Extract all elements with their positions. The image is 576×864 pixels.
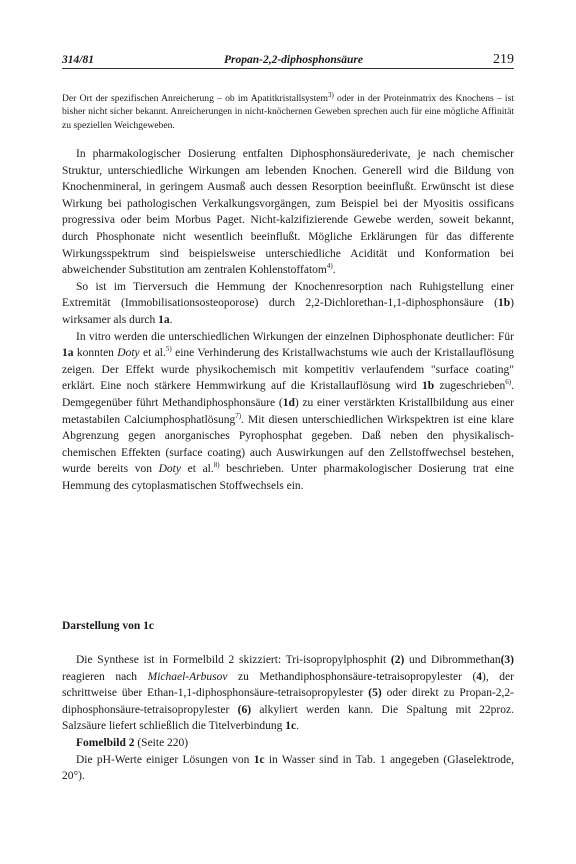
footnote-ref: 7)	[235, 411, 242, 420]
journal-issue: 314/81	[62, 54, 94, 66]
footnote-ref: 4)	[326, 262, 333, 271]
footnote-ref: 6)	[505, 378, 512, 387]
running-title: Propan-2,2-diphosphonsäure	[223, 54, 363, 66]
text-run: zugeschrieben	[434, 380, 506, 393]
paragraph	[62, 329, 514, 495]
compound-ref: 1c	[285, 720, 297, 733]
paragraph: In pharmakologischer Dosierung entfalten Diphosphonsäurederivate, je nach chemischer Struktur, unterschiedliche Wirkungen am lebenden Knochen. Generell wird die Bildung von Knochenmineral, in geringem Ausmaß auch dessen Resorption beeinflußt. Erwünscht ist diese Wirkung bei pathologischen Verkalkungsvorgängen, zum Beispiel bei der Myositis ossificans progressiva oder beim Morbus Paget. Nicht-kalzifizierende Gewebe werden, soweit bekannt, durch Phosphonate nicht wesentlich beeinflußt. Mögliche Erklärungen für das differente Wirkungsspektrum sind beispielsweise unterschiedliche Acidität und Konformation bei abweichender Substitution am zentralen Kohlenstoffatom$^{4)}$.	[62, 148, 514, 277]
compound-ref: (3)	[500, 654, 514, 666]
section-text	[62, 652, 514, 785]
compound-ref: 1d	[282, 396, 295, 409]
compound-ref: 1b	[498, 297, 511, 310]
compound-ref: 1b	[422, 380, 435, 393]
compound-ref: 1c	[253, 753, 265, 766]
compound-ref: (2)	[390, 654, 405, 666]
text-run: . Mit diesen unterschiedlichen Wirkspektren ist eine klare Abgrenzung gegen anorganisches Pyrophosphat gegeben. Daß neben den physikalisch-chemischen Effekten (surface coating) auch Auswirkungen auf den Zellstoffwechsel bestehen, wurde bereits von	[62, 413, 514, 476]
main-text	[62, 146, 514, 494]
formula-label: Fomelbild 2	[76, 736, 135, 749]
compound-ref: (6)	[237, 703, 252, 716]
compound-ref: 1a	[62, 347, 74, 360]
intro-text: Der Ort der spezifischen Anreicherung – ob im Apatitkristallsystem	[62, 93, 328, 104]
author-name: Doty	[158, 463, 181, 476]
text-run: ) zu einer verstärkten Kristallbildung aus einer metastabilen Calciumphosphatlösung	[62, 396, 515, 426]
paragraph: Die Synthese ist in Formelbild 2 skizziert: Tri-isopropylphosphit (2) und Dibrommethan(3) reagieren nach Michael-Arbusov zu Methandiphosphonsäure-tetraisopropylester (4), der schrittweise über Ethan-1,1-diphosphonsäure-tetraisopropylester (5) oder direkt zu Propan-2,2-diphosphonsäure-tetraisopropylester (6) alkyliert werden kann. Die Spaltung mit 22proz. Salzsäure liefert schließlich die Titelverbindung 1c.	[62, 654, 514, 733]
compound-ref: 1a	[158, 313, 170, 326]
author-name: Doty	[117, 347, 140, 360]
text-run: In vitro werden die unterschiedlichen Wirkungen der einzelnen Diphosphonate deutlicher: Für	[76, 330, 514, 343]
text-run: beschrieben. Unter pharmakologischer Dosierung trat eine Hemmung des cytoplasmatischen Stoffwechsels ein.	[62, 463, 514, 492]
footnote-ref: 8)	[213, 461, 220, 470]
compound-ref: (5)	[368, 687, 382, 700]
intro-text: oder in der Proteinmatrix des Knochens – ist bisher nicht sicher bekannt. Anreicherungen in nicht-knöchernen Geweben sprechen auch für eine mögliche Affinität zu speziellen Weichgeweben.	[62, 93, 514, 131]
text-run: eine Verhinderung des Kristallwachstums wie auch der Kristallauflösung zeigen. Der Effekt wurde physikochemisch mit kompetitiv verlaufendem "surface coating" erklärt. Eine noch stärkere Hemmwirkung auf die Kristallauflösung wird	[62, 347, 514, 393]
text-run: et al.	[180, 463, 214, 476]
text-run: . Demgegenüber führt Methandiphosphonsäure (	[62, 380, 514, 409]
formula-reference: Fomelbild 2 (Seite 220)	[76, 736, 189, 749]
paragraph: So ist im Tierversuch die Hemmung der Knochenresorption nach Ruhigstellung einer Extremität (Immobilisationsosteoporose) durch 2,2-Dichlorethan-1,1-diphosphonsäure (1b) wirksamer als durch 1a.	[62, 280, 514, 326]
text-run: et al.	[139, 347, 166, 360]
footnote-ref: 5)	[165, 345, 172, 354]
page-number: 219	[492, 52, 514, 67]
text-run: konnten	[73, 347, 118, 360]
paragraph: Die pH-Werte einiger Lösungen von 1c in Wasser sind in Tab. 1 angegeben (Glaselektrode, 20°).	[62, 753, 514, 783]
intro-note	[62, 92, 514, 132]
compound-ref: 4	[476, 670, 483, 683]
header-rule	[62, 68, 514, 69]
reaction-name: Michael-Arbusov	[147, 670, 228, 683]
running-header	[62, 52, 514, 68]
section-heading: Darstellung von 1c	[62, 620, 154, 632]
footnote-ref: 3)	[327, 90, 334, 99]
